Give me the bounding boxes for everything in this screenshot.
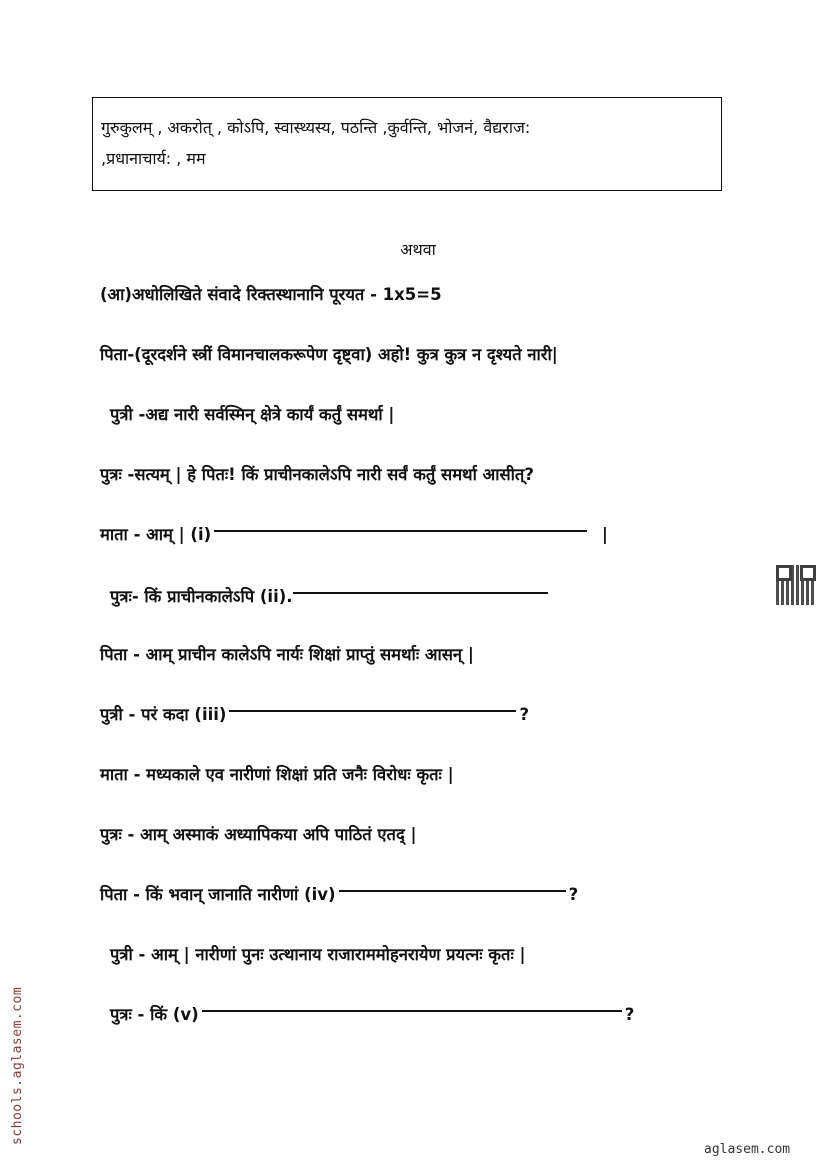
- word-bank-line: गुरुकुलम् , अकरोत् , कोऽपि, स्वास्थ्यस्य, पठन्ति ,कुर्वन्ति, भोजनं, वैद्यराज:: [101, 118, 531, 137]
- watermark: schools.aglasem.com: [10, 986, 25, 1145]
- dialogue-suffix: ?: [519, 705, 530, 724]
- dialogue-text: पुत्री - परं कदा (iii): [100, 705, 227, 724]
- footer-site: aglasem.com: [704, 1142, 791, 1157]
- dialogue-text: पुत्रः - किं (v): [110, 1005, 199, 1024]
- dialogue-line-blank: [110, 1004, 634, 1026]
- qr-code-icon: [776, 565, 816, 605]
- dialogue-line: पिता-(दूरदर्शने स्त्रीं विमानचालकरूपेण दृष्ट्वा) अहो! कुत्र कुत्र न दृश्यते नारी|: [100, 345, 558, 364]
- dialogue-line: माता - मध्यकाले एव नारीणां शिक्षां प्रति जनैः विरोधः कृतः |: [100, 765, 454, 784]
- dialogue-line-blank: [100, 524, 608, 546]
- question-heading: (आ)अधोलिखिते संवादे रिक्तस्थानानि पूरयत - 1x5=5: [100, 285, 442, 304]
- dialogue-line-blank: [100, 884, 578, 906]
- fill-blank-ii[interactable]: [293, 592, 548, 594]
- dialogue-line: पुत्रः - आम् अस्माकं अध्यापिकया अपि पाठितं एतद् |: [100, 825, 417, 844]
- dialogue-suffix: ?: [568, 885, 579, 904]
- dialogue-line: पुत्रः -सत्यम् | हे पितः! किं प्राचीनकालेऽपि नारी सर्वं कर्तुं समर्था आसीत्?: [100, 465, 534, 484]
- dialogue-suffix: |: [596, 525, 608, 544]
- fill-blank-v[interactable]: [202, 1010, 622, 1012]
- dialogue-text: माता - आम् | (i): [100, 525, 212, 544]
- dialogue-line: पिता - आम् प्राचीन कालेऽपि नार्यः शिक्षां प्राप्तुं समर्थाः आसन् |: [100, 645, 474, 664]
- fill-blank-i[interactable]: [214, 530, 587, 532]
- word-bank-box: [92, 97, 722, 191]
- word-bank-line: ,प्रधानाचार्य: , मम: [101, 149, 206, 168]
- dialogue-suffix: ?: [624, 1005, 635, 1024]
- dialogue-text: पिता - किं भवान् जानाति नारीणां (iv): [100, 885, 336, 904]
- dialogue-line-blank: [110, 586, 551, 608]
- or-label: अथवा: [400, 240, 436, 259]
- dialogue-line-blank: [100, 704, 529, 726]
- dialogue-line: पुत्री -अद्य नारी सर्वस्मिन् क्षेत्रे कार्यं कर्तुं समर्था |: [110, 405, 395, 424]
- dialogue-text: पुत्रः- किं प्राचीनकालेऽपि (ii).: [110, 587, 293, 606]
- fill-blank-iv[interactable]: [339, 890, 566, 892]
- dialogue-line: पुत्री - आम् | नारीणां पुनः उत्थानाय राजाराममोहनरायेण प्रयत्नः कृतः |: [110, 945, 526, 964]
- fill-blank-iii[interactable]: [229, 710, 516, 712]
